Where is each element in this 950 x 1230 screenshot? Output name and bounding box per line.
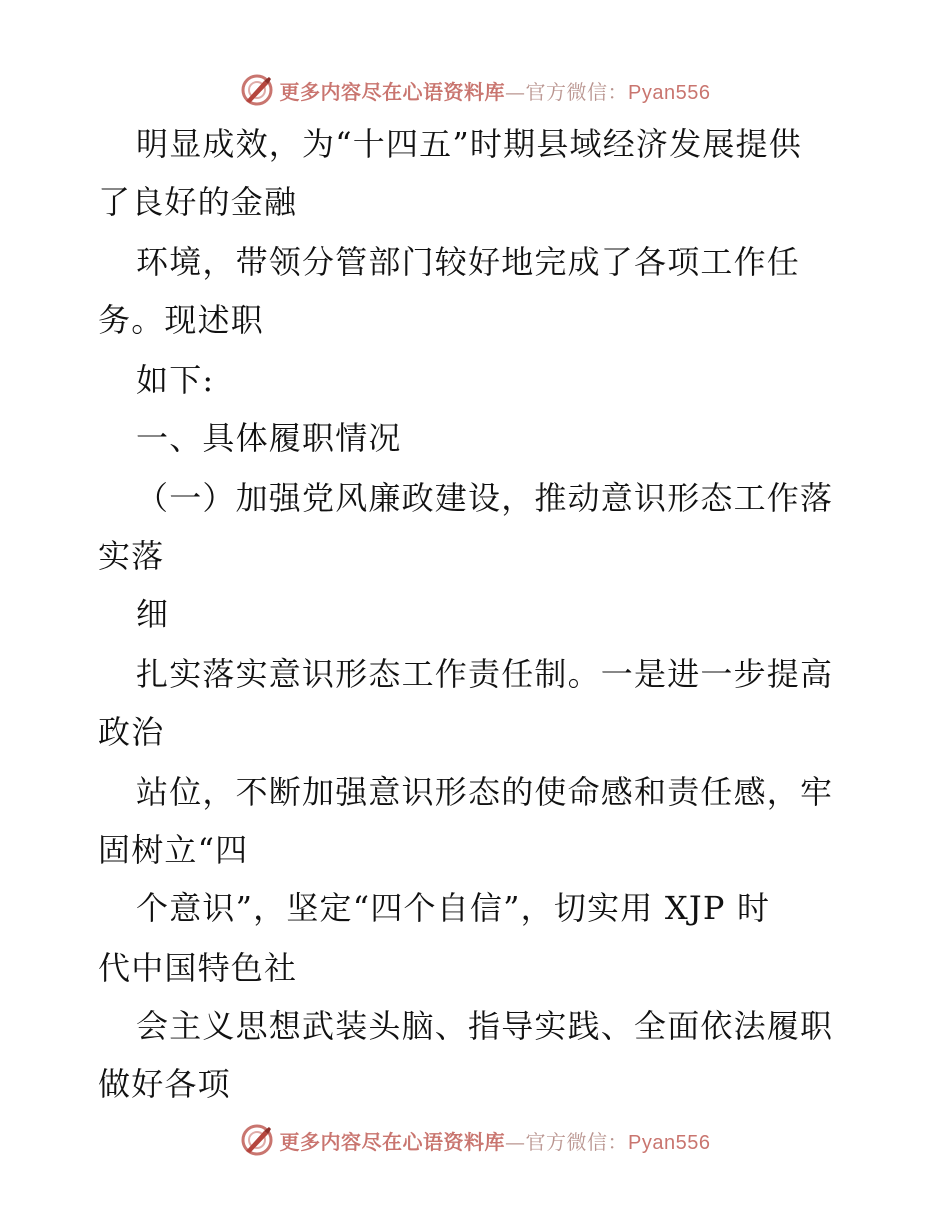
watermark-wechat-id: Pyan556: [628, 1131, 711, 1154]
watermark-site-name: 更多内容尽在心语资料库: [279, 79, 506, 104]
body-line: 固树立“四: [98, 831, 249, 869]
header-watermark-banner: [0, 70, 950, 110]
body-line: 了良好的金融: [98, 183, 298, 221]
brush-pen-logo-icon: [240, 1123, 274, 1157]
body-line: 个意识”，坚定“四个自信”，切实用 XJP 时: [136, 889, 771, 927]
watermark-wechat-id: Pyan556: [628, 81, 711, 104]
body-line: 细: [136, 595, 170, 633]
body-line: 站位，不断加强意识形态的使命感和责任感，牢: [136, 773, 834, 811]
watermark-wechat-label: —官方微信：: [505, 1129, 629, 1154]
body-line: 明显成效，为“十四五”时期县域经济发展提供: [136, 125, 802, 163]
watermark-wechat-label: —官方微信：: [505, 79, 629, 104]
header-watermark-text: [280, 76, 711, 105]
body-line: 做好各项: [98, 1065, 231, 1103]
section-heading: 一、具体履职情况: [136, 419, 402, 457]
body-line: 代中国特色社: [98, 949, 298, 987]
body-line: 务。现述职: [98, 301, 265, 339]
body-line: 如下:: [136, 361, 215, 399]
body-line: 扎实落实意识形态工作责任制。一是进一步提高: [136, 655, 834, 693]
body-line: 会主义思想武装头脑、指导实践、全面依法履职: [136, 1007, 834, 1045]
body-line: 实落: [98, 537, 165, 575]
brush-pen-logo-icon: [240, 73, 274, 107]
subsection-heading: （一）加强党风廉政建设，推动意识形态工作落: [136, 479, 834, 517]
footer-watermark-banner: [0, 1120, 950, 1160]
footer-watermark-text: [280, 1126, 711, 1155]
watermark-site-name: 更多内容尽在心语资料库: [279, 1129, 506, 1154]
body-line: 政治: [98, 713, 165, 751]
body-line: 环境，带领分管部门较好地完成了各项工作任: [136, 243, 801, 281]
